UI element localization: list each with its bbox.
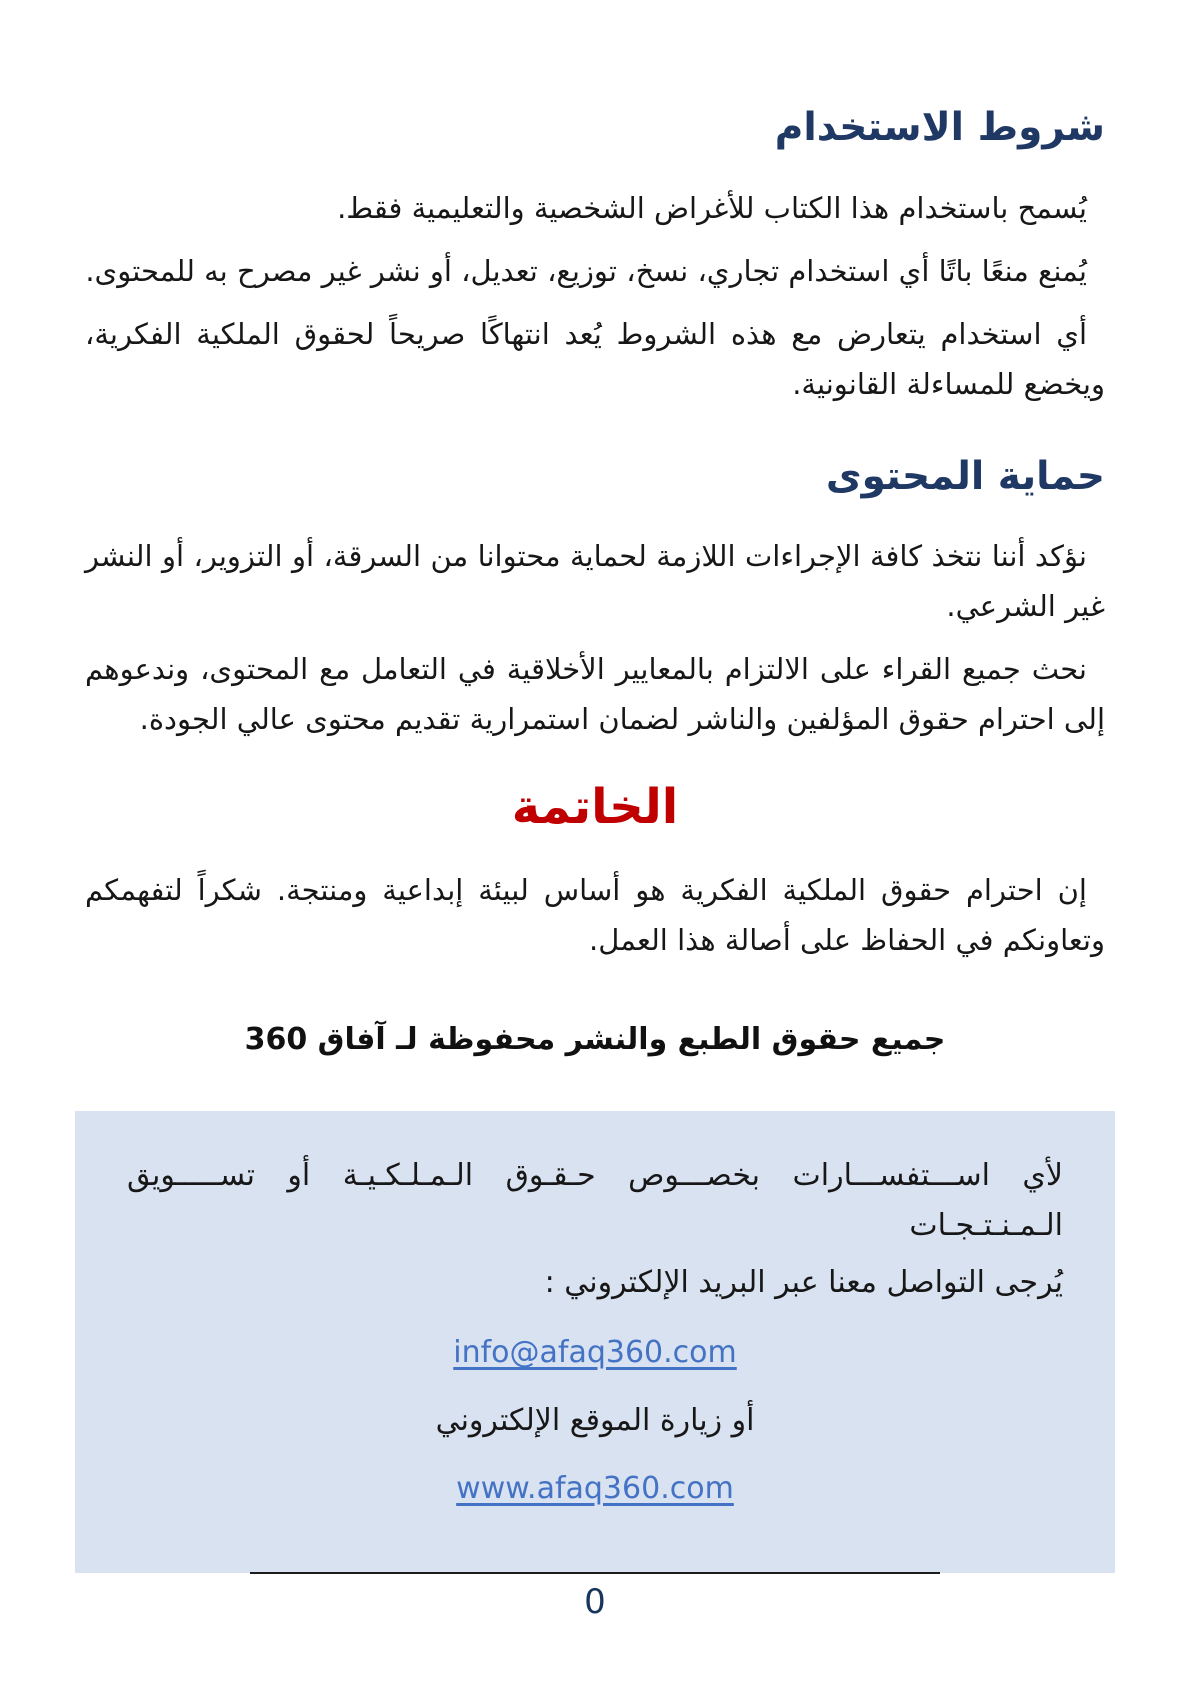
conclusion-section-title: الخاتمة: [511, 779, 679, 836]
email-link[interactable]: info@afaq360.com: [453, 1335, 737, 1371]
page-footer: [0, 1572, 1190, 1622]
contact-info-box: [75, 1111, 1115, 1573]
email-line: [127, 1331, 1063, 1375]
terms-section-title: شروط الاستخدام: [774, 105, 1105, 150]
website-line: [127, 1467, 1063, 1511]
terms-paragraph-2: يُمنع منعًا باتًا أي استخدام تجاري، نسخ، توزيع، تعديل، أو نشر غير مصرح به للمحتوى.: [85, 253, 1087, 288]
protection-paragraph-1: نؤكد أننا نتخذ كافة الإجراءات اللازمة لحماية محتوانا من السرقة، أو التزوير، أو النشر غير الشرعي.: [85, 539, 1105, 624]
conclusion-paragraph: إن احترام حقوق الملكية الفكرية هو أساس لبيئة إبداعية ومنتجة. شكراً لتفهمكم وتعاونكم في الحفاظ على أصالة هذا العمل.: [85, 873, 1105, 958]
protection-paragraph-2: نحث جميع القراء على الالتزام بالمعايير الأخلاقية في التعامل مع المحتوى، وندعوهم إلى احترام حقوق المؤلفين والناشر لضمان استمرارية تقديم محتوى عالي الجودة.: [85, 652, 1105, 737]
protection-section-title: حماية المحتوى: [825, 453, 1105, 499]
contact-instruction-line: يُرجى التواصل معنا عبر البريد الإلكتروني :: [544, 1265, 1063, 1301]
inquiry-line: لأي اســـتفســـارات بخصـــوص حـقـوق الـمـلـكـيـة أو تســـــويق الـمـنـتـجـات: [127, 1158, 1063, 1244]
copyright-line: جميع حقوق الطبع والنشر محفوظة لـ آفاق 360: [244, 1022, 946, 1058]
terms-paragraph-3: أي استخدام يتعارض مع هذه الشروط يُعد انتهاكًا صريحاً لحقوق الملكية الفكرية، ويخضع للمساءلة القانونية.: [85, 316, 1105, 401]
page-number: 0: [584, 1582, 606, 1622]
terms-paragraph-1: يُسمح باستخدام هذا الكتاب للأغراض الشخصية والتعليمية فقط.: [337, 190, 1087, 225]
website-link[interactable]: www.afaq360.com: [456, 1471, 734, 1507]
footer-divider: [250, 1572, 940, 1574]
website-intro-line: أو زيارة الموقع الإلكتروني: [435, 1403, 755, 1439]
